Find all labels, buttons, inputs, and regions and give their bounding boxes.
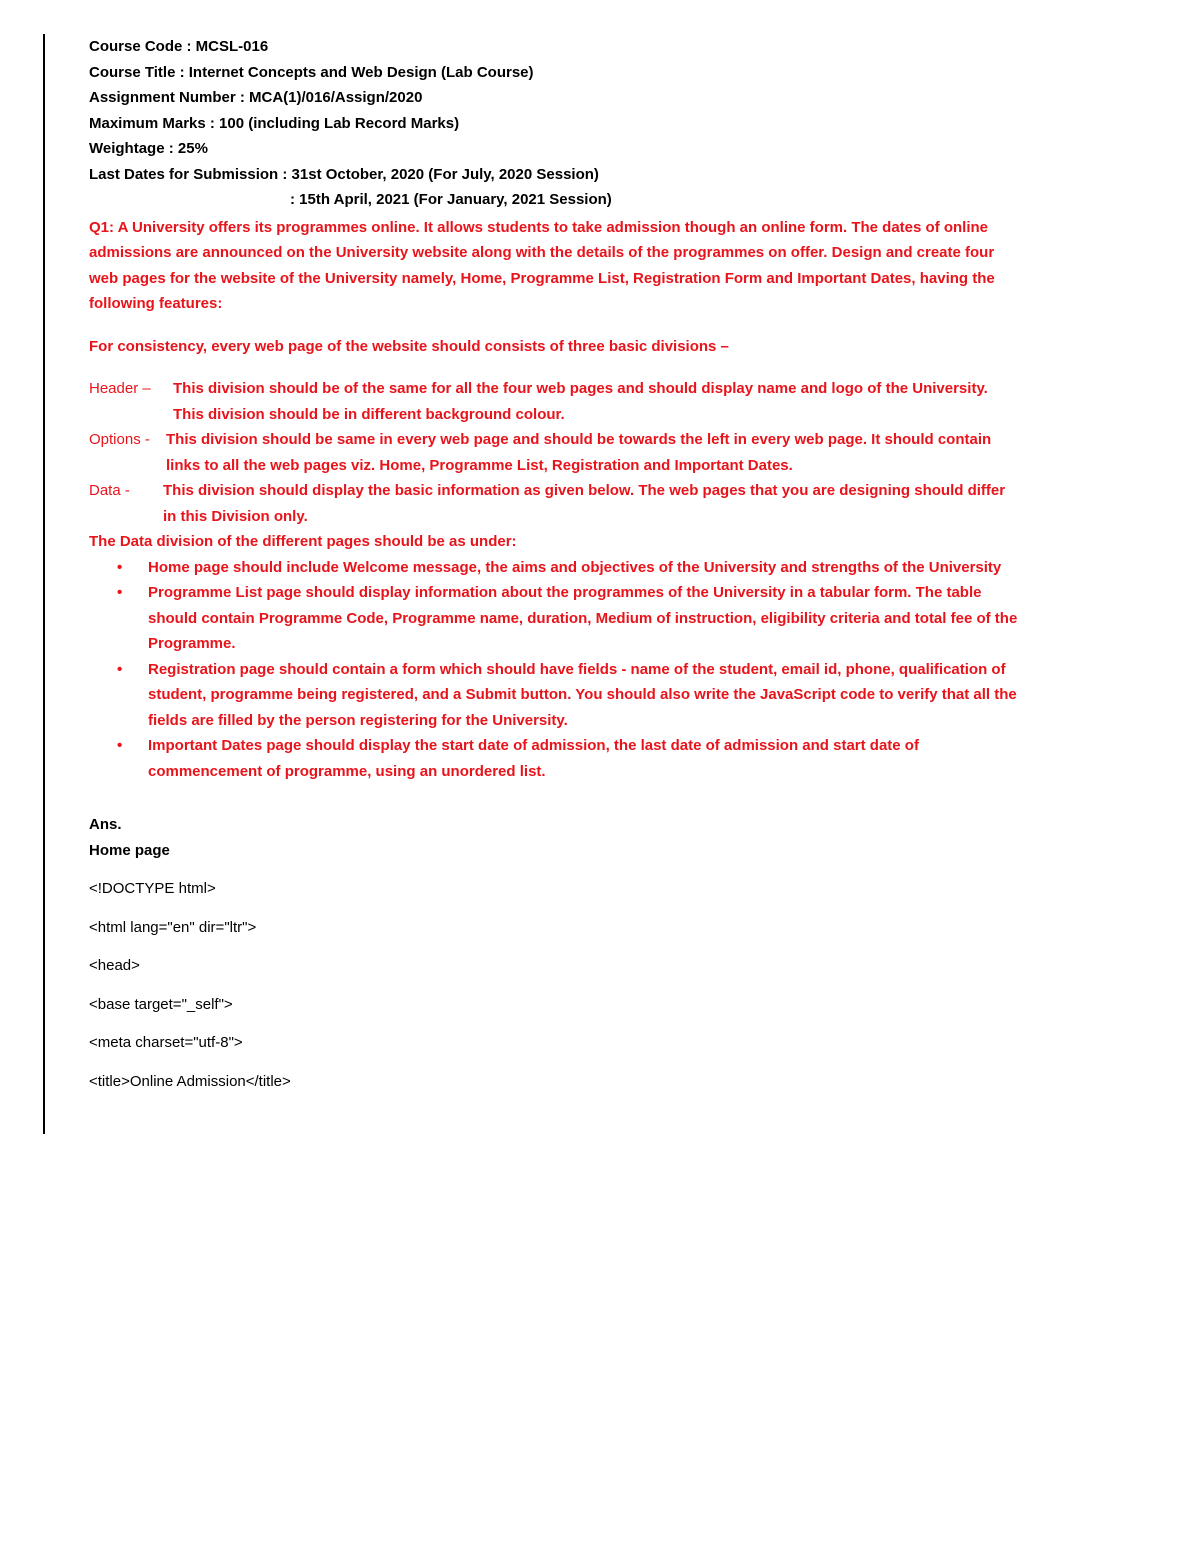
bullet-icon: • bbox=[117, 660, 123, 678]
document-body bbox=[89, 34, 1019, 1094]
requirement-text: Home page should include Welcome message, the aims and objectives of the University and strengths of the University bbox=[148, 558, 1002, 576]
division-text: This division should be of the same for all the four web pages and should display name and logo of the University. This division should be in different background colour. bbox=[173, 380, 988, 423]
assignment-number: Assignment Number : MCA(1)/016/Assign/2020 bbox=[89, 89, 423, 106]
code-line: <meta charset="utf-8"> bbox=[89, 1034, 243, 1051]
requirement-text: Registration page should contain a form which should have fields - name of the student, email id, phone, qualification of student, programme being registered, and a Submit button. You should also write the JavaScript code to verify that all the fields are filled by the person registering for the University. bbox=[148, 660, 1017, 729]
bullet-icon: • bbox=[117, 584, 123, 601]
division-label: Options - bbox=[89, 431, 150, 448]
last-dates-january: : 15th April, 2021 (For January, 2021 Session) bbox=[290, 191, 612, 208]
answer-label: Ans. bbox=[89, 816, 122, 833]
margin-bar bbox=[43, 34, 45, 1134]
division-label: Header – bbox=[89, 380, 151, 397]
code-line: <base target="_self"> bbox=[89, 995, 233, 1013]
requirements-list bbox=[89, 555, 1019, 785]
bullet-icon: • bbox=[117, 737, 123, 754]
list-item bbox=[117, 580, 1019, 657]
division-header bbox=[89, 376, 1019, 427]
question-intro: Q1: A University offers its programmes online. It allows students to take admission though an online form. The dates of online admissions are announced on the University website along with the details of the programmes on offer. Design and create four web pages for the website of the University namely, Home, Programme List, Registration Form and Important Dates, having the following features: bbox=[89, 218, 995, 312]
list-item bbox=[117, 657, 1019, 734]
weightage: Weightage : 25% bbox=[89, 140, 208, 157]
bullet-icon: • bbox=[117, 558, 123, 576]
code-line: <title>Online Admission</title> bbox=[89, 1072, 291, 1090]
division-label: Data - bbox=[89, 482, 130, 499]
last-dates-july: Last Dates for Submission : 31st October, 2020 (For July, 2020 Session) bbox=[89, 165, 599, 183]
requirement-text: Programme List page should display information about the programmes of the University in a tabular form. The table should contain Programme Code, Programme name, duration, Medium of instruction, eligibility criteria and total fee of the Programme. bbox=[148, 584, 1018, 652]
requirement-text: Important Dates page should display the start date of admission, the last date of admission and start date of commencement of programme, using an unordered list. bbox=[148, 737, 919, 780]
list-item bbox=[117, 733, 1019, 784]
code-line: <head> bbox=[89, 957, 140, 974]
home-page-label: Home page bbox=[89, 841, 170, 859]
division-text: This division should display the basic information as given below. The web pages that you are designing should differ in this Division only. bbox=[163, 482, 1006, 525]
maximum-marks: Maximum Marks : 100 (including Lab Record Marks) bbox=[89, 114, 460, 132]
course-code: Course Code : MCSL-016 bbox=[89, 38, 269, 55]
division-text: This division should be same in every web page and should be towards the left in every web page. It should contain links to all the web pages viz. Home, Programme List, Registration and Important Dates. bbox=[166, 431, 992, 474]
data-division-intro: The Data division of the different pages should be as under: bbox=[89, 533, 517, 550]
list-item bbox=[117, 555, 1019, 581]
code-line: <!DOCTYPE html> bbox=[89, 880, 216, 897]
division-data bbox=[89, 478, 1019, 529]
course-title: Course Title : Internet Concepts and Web Design (Lab Course) bbox=[89, 63, 534, 81]
consistency-note: For consistency, every web page of the website should consists of three basic divisions – bbox=[89, 337, 729, 355]
division-options bbox=[89, 427, 1019, 478]
code-line: <html lang="en" dir="ltr"> bbox=[89, 918, 257, 936]
